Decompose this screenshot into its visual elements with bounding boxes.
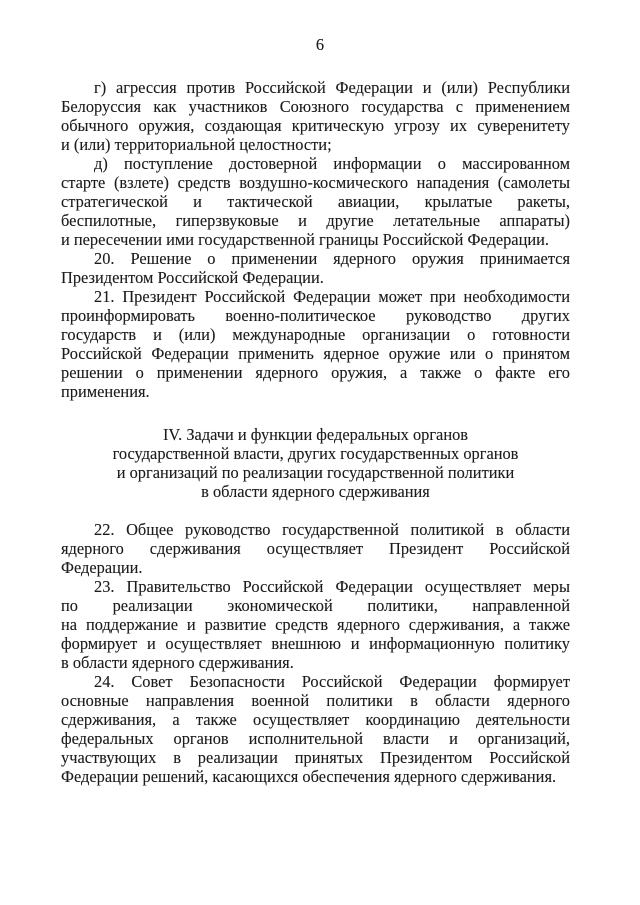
document-body [61, 78, 570, 786]
section-heading-iv [61, 425, 570, 501]
text-line: и пересечении ими государственной границы Российской Федерации. [61, 230, 549, 249]
page-number: 6 [315, 35, 325, 54]
text-line: федеральных органов исполнительной власти и организаций, [61, 729, 570, 748]
text-line: и организаций по реализации государственной политики [116, 463, 515, 482]
text-line: и (или) территориальной целостности; [61, 135, 332, 154]
paragraph-point-22 [61, 520, 570, 577]
text-line: 21. Президент Российской Федерации может при необходимости [94, 287, 570, 306]
text-line: 20. Решение о применении ядерного оружия принимается [94, 249, 570, 268]
text-line: г) агрессия против Российской Федерации и (или) Республики [94, 78, 570, 97]
paragraph-point-21 [61, 287, 570, 401]
text-line: государственной власти, других государственных органов [112, 444, 519, 463]
text-line: по реализации экономической политики, направленной [61, 596, 570, 615]
text-line: проинформировать военно-политическое руководство других [61, 306, 570, 325]
text-line: в области ядерного сдерживания [201, 482, 430, 501]
text-line: Федерации. [61, 558, 143, 577]
paragraph-clause-g [61, 78, 570, 154]
text-line: 23. Правительство Российской Федерации осуществляет меры [94, 577, 570, 596]
text-line: IV. Задачи и функции федеральных органов [162, 425, 469, 444]
text-line: в области ядерного сдерживания. [61, 653, 294, 672]
text-line: основные направления военной политики в области ядерного [61, 691, 570, 710]
text-line: Президентом Российской Федерации. [61, 268, 324, 287]
paragraph-point-23 [61, 577, 570, 672]
paragraph-clause-d [61, 154, 570, 249]
text-line: беспилотные, гиперзвуковые и другие летательные аппараты) [61, 211, 570, 230]
text-line: 24. Совет Безопасности Российской Федерации формирует [94, 672, 570, 691]
text-line: Белоруссия как участников Союзного государства с применением [61, 97, 570, 116]
text-line: Федерации решений, касающихся обеспечения ядерного сдерживания. [61, 767, 557, 786]
text-line: решении о применении ядерного оружия, а также о факте его [61, 363, 570, 382]
text-line: государств и (или) международные организации о готовности [61, 325, 570, 344]
text-line: обычного оружия, создающая критическую угрозу их суверенитету [61, 116, 570, 135]
text-line: участвующих в реализации принятых Президентом Российской [61, 748, 570, 767]
text-line: д) поступление достоверной информации о массированном [94, 154, 570, 173]
text-line: на поддержание и развитие средств ядерного сдерживания, а также [61, 615, 570, 634]
text-line: ядерного сдерживания осуществляет Президент Российской [61, 539, 570, 558]
text-line: применения. [61, 382, 150, 401]
paragraph-point-24 [61, 672, 570, 786]
text-line: старте (взлете) средств воздушно-космического нападения (самолеты [61, 173, 570, 192]
text-line: Российской Федерации применить ядерное оружие или о принятом [61, 344, 570, 363]
text-line: сдерживания, а также осуществляет координацию деятельности [61, 710, 570, 729]
text-line: формирует и осуществляет внешнюю и информационную политику [61, 634, 570, 653]
text-line: 22. Общее руководство государственной политикой в области [94, 520, 570, 539]
paragraph-point-20 [61, 249, 570, 287]
text-line: стратегической и тактической авиации, крылатые ракеты, [61, 192, 570, 211]
